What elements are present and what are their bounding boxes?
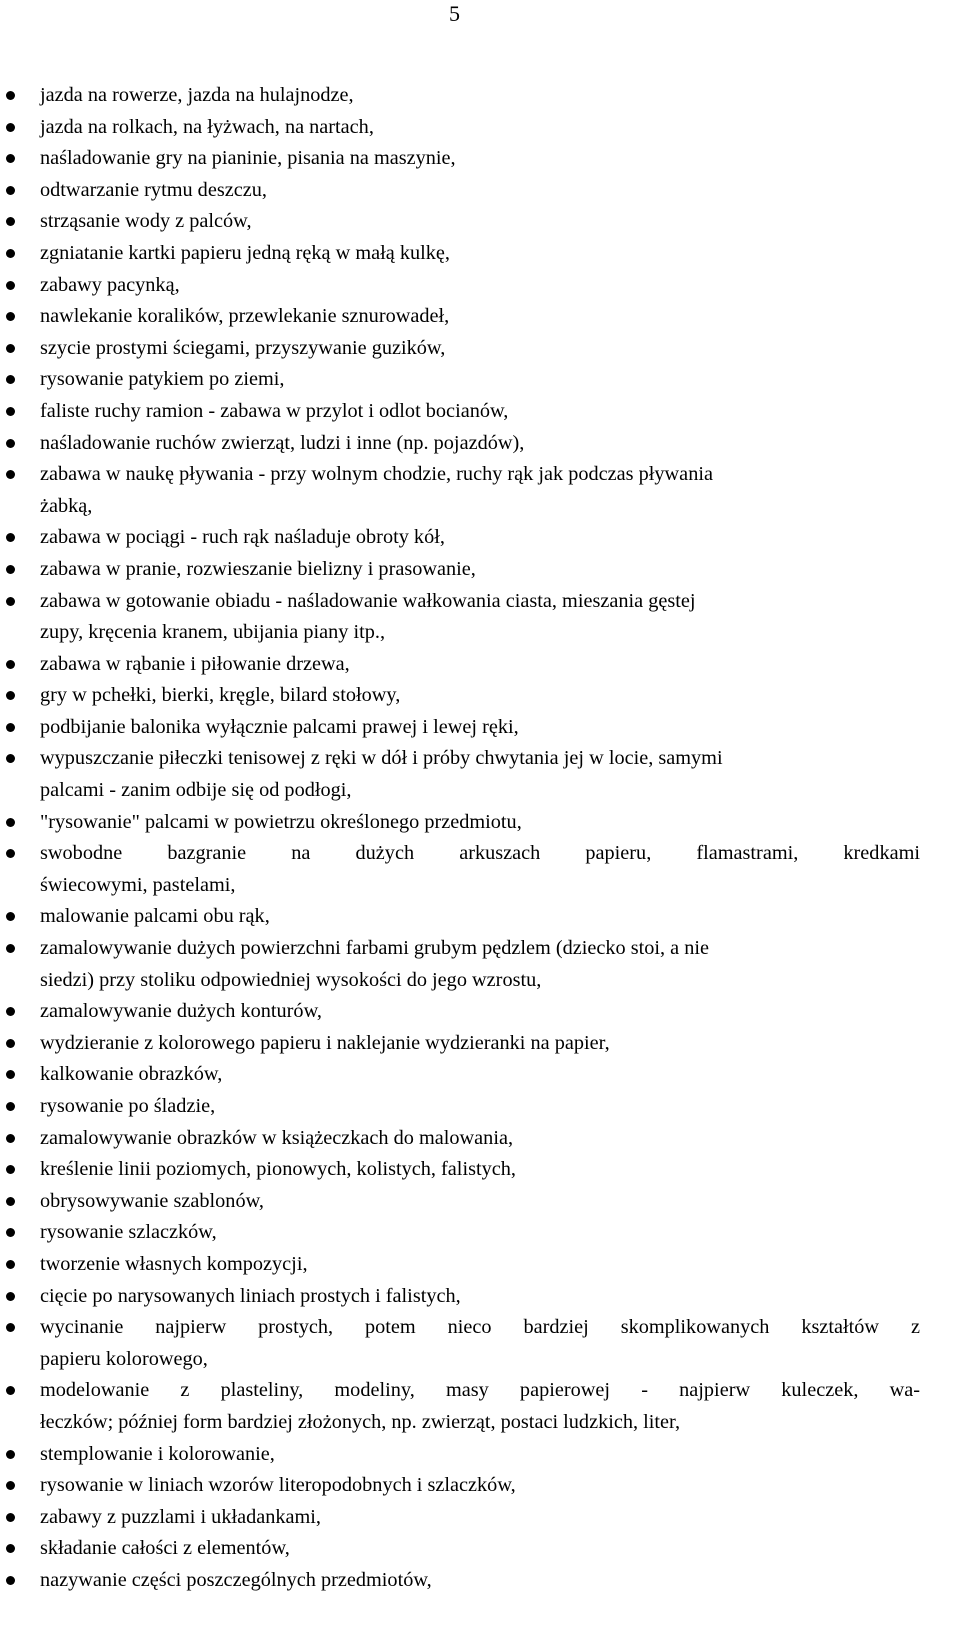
list-item [0, 933, 920, 996]
bullet-icon [6, 1544, 15, 1553]
bullet-icon [6, 1228, 15, 1237]
list-item [0, 1281, 920, 1313]
list-item [0, 901, 920, 933]
list-item-text: naśladowanie ruchów zwierząt, ludzi i inne (np. pojazdów), [40, 431, 525, 454]
list-item [0, 112, 920, 144]
list-item-text-continuation: świecowymi, pastelami, [40, 873, 236, 896]
bullet-icon [6, 723, 15, 732]
list-item-text: zamalowywanie dużych konturów, [40, 1000, 322, 1023]
bullet-icon [6, 1070, 15, 1079]
list-item [0, 1375, 920, 1438]
list-item [0, 301, 920, 333]
bullet-icon [6, 597, 15, 606]
bullet-icon [6, 1165, 15, 1174]
bullet-icon [6, 565, 15, 574]
list-item-text: zabawa w gotowanie obiadu - naśladowanie wałkowania ciasta, mieszania gęstej [40, 589, 696, 612]
list-item [0, 396, 920, 428]
list-item-text: strząsanie wody z palców, [40, 210, 252, 233]
list-item-text: zabawa w pranie, rozwieszanie bielizny i prasowanie, [40, 557, 476, 580]
bullet-icon [6, 754, 15, 763]
list-item-text: gry w pchełki, bierki, kręgle, bilard stołowy, [40, 684, 401, 707]
bullet-icon [6, 1134, 15, 1143]
bullet-icon [6, 470, 15, 479]
bullet-icon [6, 849, 15, 858]
activity-list [0, 80, 960, 1597]
list-item-text: rysowanie po śladzie, [40, 1095, 216, 1117]
list-item-text: rysowanie patykiem po ziemi, [40, 368, 285, 391]
bullet-icon [6, 1292, 15, 1301]
list-item-text: cięcie po narysowanych liniach prostych i falistych, [40, 1284, 461, 1307]
list-item [0, 996, 920, 1028]
list-item [0, 680, 920, 712]
list-item [0, 459, 920, 522]
bullet-icon [6, 1102, 15, 1111]
page-number: 5 [449, 1, 460, 26]
bullet-icon [6, 944, 15, 953]
list-item-text: rysowanie szlaczków, [40, 1221, 217, 1244]
list-item [0, 143, 920, 175]
list-item-text-continuation: siedzi) przy stoliku odpowiedniej wysokości do jego wzrostu, [40, 968, 542, 991]
list-item-text: zabawy z puzzlami i układankami, [40, 1505, 322, 1528]
bullet-icon [6, 439, 15, 448]
list-item-text: "rysowanie" palcami w powietrzu określonego przedmiotu, [40, 810, 522, 833]
list-item [0, 333, 920, 365]
list-item [0, 649, 920, 681]
list-item [0, 1123, 920, 1155]
bullet-icon [6, 1007, 15, 1016]
bullet-icon [6, 660, 15, 669]
list-item-text-continuation: palcami - zanim odbije się od podłogi, [40, 779, 352, 802]
list-item-text: zabawa w rąbanie i piłowanie drzewa, [40, 652, 350, 675]
list-item-text: odtwarzanie rytmu deszczu, [40, 178, 267, 201]
list-item [0, 80, 920, 112]
bullet-icon [6, 407, 15, 416]
list-item-text: zamalowywanie dużych powierzchni farbami grubym pędzlem (dziecko stoi, a nie [40, 937, 710, 960]
list-item [0, 838, 920, 901]
list-item-text: malowanie palcami obu rąk, [40, 905, 270, 928]
list-item-text: faliste ruchy ramion - zabawa w przylot i odlot bocianów, [40, 399, 509, 422]
list-item [0, 1091, 920, 1123]
list-item [0, 1439, 920, 1471]
list-item [0, 1249, 920, 1281]
list-item-text: rysowanie w liniach wzorów literopodobnych i szlaczków, [40, 1474, 516, 1497]
bullet-icon [6, 1197, 15, 1206]
list-item-text: szycie prostymi ściegami, przyszywanie guzików, [40, 336, 446, 359]
bullet-icon [6, 281, 15, 290]
bullet-icon [6, 912, 15, 921]
bullet-icon [6, 1039, 15, 1048]
bullet-icon [6, 1576, 15, 1585]
list-item [0, 1217, 920, 1249]
list-item [0, 1533, 920, 1565]
bullet-icon [6, 1323, 15, 1332]
list-item-text: kalkowanie obrazków, [40, 1063, 223, 1086]
list-item-text: zabawa w pociągi - ruch rąk naśladuje obroty kół, [40, 526, 445, 549]
list-item [0, 554, 920, 586]
bullet-icon [6, 691, 15, 700]
bullet-icon [6, 154, 15, 163]
list-item-text: naśladowanie gry na pianinie, pisania na maszynie, [40, 147, 456, 170]
list-item-text: kreślenie linii poziomych, pionowych, kolistych, falistych, [40, 1158, 516, 1181]
list-item [0, 1312, 920, 1375]
bullet-icon [6, 91, 15, 100]
list-item [0, 206, 920, 238]
bullet-icon [6, 186, 15, 195]
list-item [0, 1565, 920, 1597]
list-item-text: wycinanie najpierw prostych, potem nieco bardziej skomplikowanych kształtów z [40, 1316, 920, 1339]
list-item-text: tworzenie własnych kompozycji, [40, 1252, 308, 1275]
list-item-text: wydzieranie z kolorowego papieru i naklejanie wydzieranki na papier, [40, 1031, 610, 1054]
list-item-text-continuation: łeczków; później form bardziej złożonych, np. zwierząt, postaci ludzkich, liter, [40, 1410, 681, 1433]
list-item [0, 1028, 920, 1060]
bullet-icon [6, 344, 15, 353]
list-item [0, 364, 920, 396]
list-item [0, 1502, 920, 1534]
bullet-icon [6, 1513, 15, 1522]
list-item [0, 1154, 920, 1186]
bullet-icon [6, 249, 15, 258]
list-item [0, 1470, 920, 1502]
bullet-icon [6, 533, 15, 542]
list-item-text: stemplowanie i kolorowanie, [40, 1442, 275, 1465]
bullet-icon [6, 818, 15, 827]
list-item [0, 238, 920, 270]
list-item-text: nawlekanie koralików, przewlekanie sznurowadeł, [40, 305, 450, 328]
list-item-text: jazda na rolkach, na łyżwach, na nartach, [40, 115, 374, 138]
list-item [0, 743, 920, 806]
list-item [0, 712, 920, 744]
list-item-text: wypuszczanie piłeczki tenisowej z ręki w dół i próby chwytania jej w locie, samymi [40, 747, 723, 770]
bullet-icon [6, 1260, 15, 1269]
bullet-icon [6, 217, 15, 226]
bullet-icon [6, 375, 15, 384]
list-item-text: modelowanie z plasteliny, modeliny, masy papierowej - najpierw kuleczek, wa- [40, 1379, 920, 1402]
list-item-text: podbijanie balonika wyłącznie palcami prawej i lewej ręki, [40, 715, 519, 738]
list-item-text-continuation: papieru kolorowego, [40, 1347, 208, 1370]
list-item [0, 270, 920, 302]
list-item-text: składanie całości z elementów, [40, 1537, 290, 1560]
list-item-text: jazda na rowerze, jazda na hulajnodze, [40, 84, 354, 106]
list-item-text: swobodne bazgranie na dużych arkuszach papieru, flamastrami, kredkami [40, 842, 920, 865]
list-item [0, 807, 920, 839]
list-item [0, 586, 920, 649]
list-item-text: zgniatanie kartki papieru jedną ręką w małą kulkę, [40, 241, 450, 264]
list-item-text: zamalowywanie obrazków w książeczkach do malowania, [40, 1126, 514, 1149]
bullet-icon [6, 312, 15, 321]
bullet-icon [6, 123, 15, 132]
list-item-text-continuation: żabką, [40, 494, 93, 517]
list-item [0, 175, 920, 207]
list-item-text: obrysowywanie szablonów, [40, 1189, 264, 1212]
bullet-icon [6, 1450, 15, 1459]
list-item-text: zabawy pacynką, [40, 273, 180, 296]
list-item [0, 1059, 920, 1091]
list-item-text: zabawa w naukę pływania - przy wolnym chodzie, ruchy rąk jak podczas pływania [40, 463, 713, 486]
list-item [0, 1186, 920, 1218]
list-item-text-continuation: zupy, kręcenia kranem, ubijania piany itp., [40, 621, 386, 644]
bullet-icon [6, 1386, 15, 1395]
list-item-text: nazywanie części poszczególnych przedmiotów, [40, 1568, 432, 1591]
list-item [0, 428, 920, 460]
bullet-icon [6, 1481, 15, 1490]
list-item [0, 522, 920, 554]
